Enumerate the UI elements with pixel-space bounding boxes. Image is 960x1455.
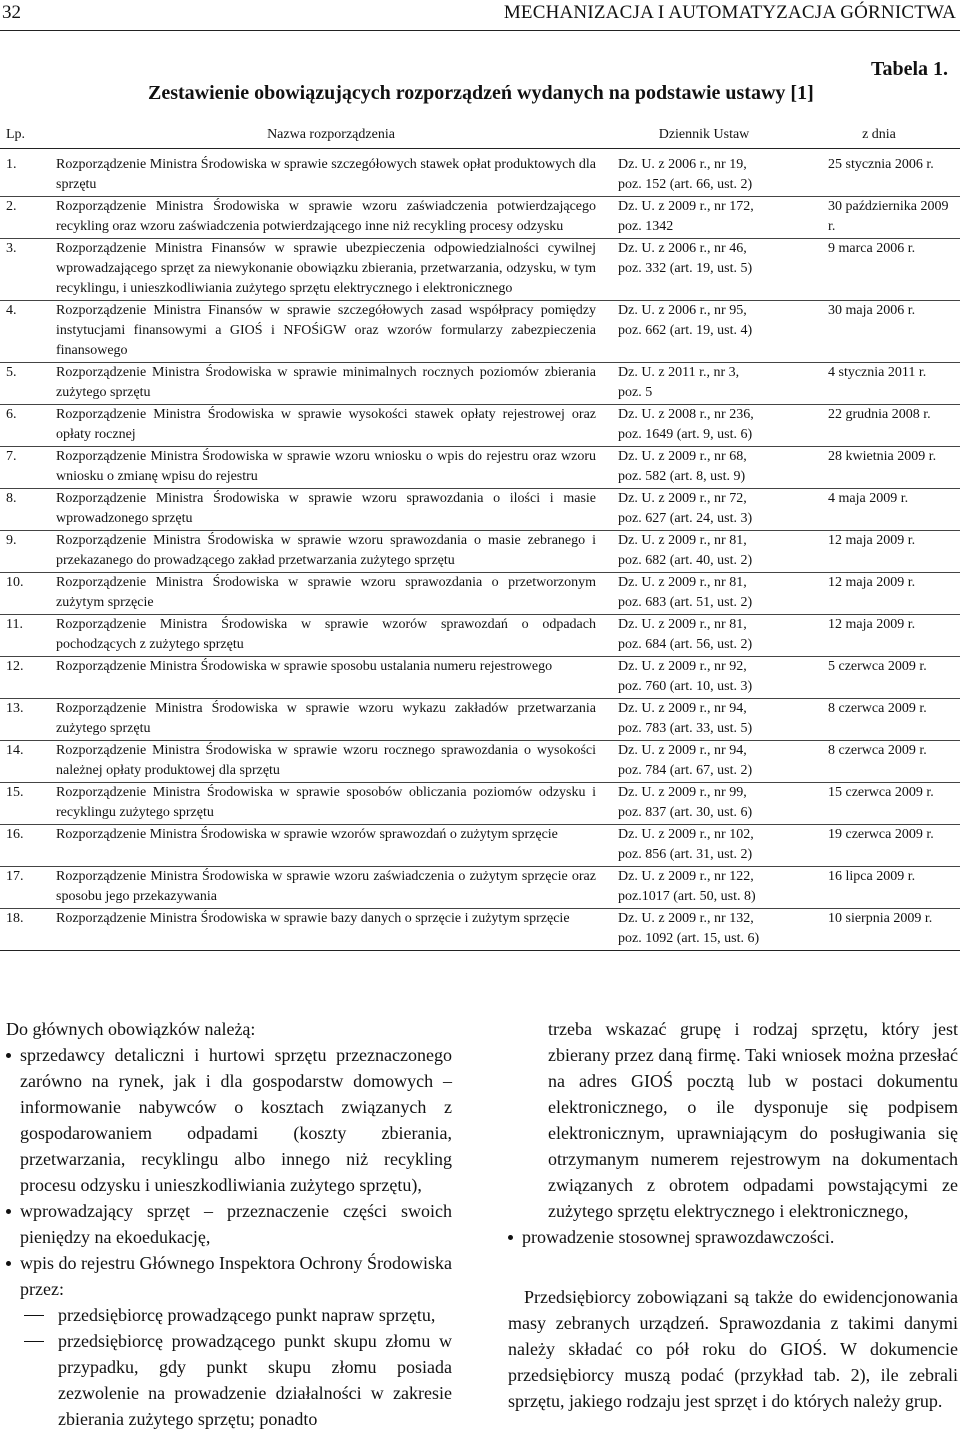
regulation-name: Rozporządzenie Ministra Środowiska w sprawie minimalnych rocznych poziomów zbierania zużytego sprzętu xyxy=(52,363,610,405)
journal-issue: Dz. U. z 2009 r., nr 81, xyxy=(618,617,747,632)
journal-reference xyxy=(610,615,798,657)
row-number: 6. xyxy=(0,405,52,447)
regulation-date: 10 sierpnia 2009 r. xyxy=(798,909,960,951)
header-date: z dnia xyxy=(798,124,960,149)
row-number: 15. xyxy=(0,783,52,825)
journal-issue: Dz. U. z 2009 r., nr 68, xyxy=(618,449,747,464)
row-number: 17. xyxy=(0,867,52,909)
journal-position: poz. 760 (art. 10, ust. 3) xyxy=(618,679,753,694)
journal-reference xyxy=(610,699,798,741)
regulation-date: 15 czerwca 2009 r. xyxy=(798,783,960,825)
journal-position: poz. 1342 xyxy=(618,219,674,234)
duties-list xyxy=(6,1042,452,1302)
table-header-row xyxy=(0,124,960,149)
header-lp: Lp. xyxy=(0,124,52,149)
regulation-name: Rozporządzenie Ministra Środowiska w sprawie bazy danych o sprzęcie i zużytym sprzęcie xyxy=(52,909,610,951)
table-body xyxy=(0,149,960,951)
journal-issue: Dz. U. z 2006 r., nr 95, xyxy=(618,303,747,318)
journal-issue: Dz. U. z 2009 r., nr 172, xyxy=(618,199,754,214)
table-row xyxy=(0,783,960,825)
row-number: 16. xyxy=(0,825,52,867)
journal-reference xyxy=(610,531,798,573)
journal-reference xyxy=(610,783,798,825)
table-row xyxy=(0,615,960,657)
regulation-date: 30 października 2009 r. xyxy=(798,197,960,239)
registry-sublist xyxy=(6,1302,452,1432)
journal-issue: Dz. U. z 2009 r., nr 132, xyxy=(618,911,754,926)
journal-position: poz. 152 (art. 66, ust. 2) xyxy=(618,177,753,192)
journal-reference xyxy=(610,573,798,615)
regulation-name: Rozporządzenie Ministra Środowiska w sprawie wzoru sprawozdania o masie zebranego i przekazanego do prowadzącego zakład przetwarzania zużytego sprzętu xyxy=(52,531,610,573)
row-number: 2. xyxy=(0,197,52,239)
table-caption: Zestawienie obowiązujących rozporządzeń wydanych na podstawie ustawy [1] xyxy=(148,82,814,104)
journal-position: poz.1017 (art. 50, ust. 8) xyxy=(618,889,756,904)
journal-issue: Dz. U. z 2009 r., nr 102, xyxy=(618,827,754,842)
table-row xyxy=(0,867,960,909)
duty-item-registry-text: wpis do rejestru Głównego Inspektora Ochrony Środowiska przez: xyxy=(20,1253,452,1299)
row-number: 11. xyxy=(0,615,52,657)
regulation-date: 12 maja 2009 r. xyxy=(798,573,960,615)
journal-issue: Dz. U. z 2008 r., nr 236, xyxy=(618,407,754,422)
journal-reference xyxy=(610,867,798,909)
journal-issue: Dz. U. z 2009 r., nr 94, xyxy=(618,701,747,716)
regulation-name: Rozporządzenie Ministra Środowiska w sprawie wysokości stawek opłaty rejestrowej oraz opłaty rocznej xyxy=(52,405,610,447)
header-journal: Dziennik Ustaw xyxy=(610,124,798,149)
regulation-date: 22 grudnia 2008 r. xyxy=(798,405,960,447)
regulation-date: 16 lipca 2009 r. xyxy=(798,867,960,909)
journal-position: poz. 783 (art. 33, ust. 5) xyxy=(618,721,753,736)
header-name: Nazwa rozporządzenia xyxy=(52,124,610,149)
duty-item-reporting: prowadzenie stosownej sprawozdawczości. xyxy=(508,1224,958,1250)
journal-issue: Dz. U. z 2009 r., nr 99, xyxy=(618,785,747,800)
regulation-date: 9 marca 2006 r. xyxy=(798,239,960,301)
journal-position: poz. 684 (art. 56, ust. 2) xyxy=(618,637,753,652)
journal-position: poz. 682 (art. 40, ust. 2) xyxy=(618,553,753,568)
regulation-date: 4 stycznia 2011 r. xyxy=(798,363,960,405)
regulation-name: Rozporządzenie Ministra Środowiska w sprawie wzoru wykazu zakładów przetwarzania zużytego sprzętu xyxy=(52,699,610,741)
row-number: 9. xyxy=(0,531,52,573)
regulation-name: Rozporządzenie Ministra Środowiska w sprawie wzorów sprawozdań o zużytym sprzęcie xyxy=(52,825,610,867)
journal-position: poz. 5 xyxy=(618,385,653,400)
row-number: 10. xyxy=(0,573,52,615)
regulation-name: Rozporządzenie Ministra Finansów w sprawie szczegółowych zasad współpracy pomiędzy instytucjami finansowymi a GIOŚ i NFOŚiGW oraz wzorów formularzy zabezpieczenia finansowego xyxy=(52,301,610,363)
table-row xyxy=(0,447,960,489)
journal-position: poz. 683 (art. 51, ust. 2) xyxy=(618,595,753,610)
journal-reference xyxy=(610,657,798,699)
journal-reference xyxy=(610,909,798,951)
journal-issue: Dz. U. z 2009 r., nr 72, xyxy=(618,491,747,506)
table-row xyxy=(0,909,960,951)
table-row xyxy=(0,657,960,699)
journal-position: poz. 837 (art. 30, ust. 6) xyxy=(618,805,753,820)
regulation-date: 4 maja 2009 r. xyxy=(798,489,960,531)
page-number: 32 xyxy=(2,2,21,23)
table-row xyxy=(0,699,960,741)
row-number: 8. xyxy=(0,489,52,531)
duty-item-importers: wprowadzający sprzęt – przeznaczenie części swoich pieniędzy na ekoedukację, xyxy=(6,1198,452,1250)
page-header xyxy=(0,0,960,31)
row-number: 12. xyxy=(0,657,52,699)
journal-reference xyxy=(610,239,798,301)
regulation-date: 30 maja 2006 r. xyxy=(798,301,960,363)
row-number: 14. xyxy=(0,741,52,783)
duty-item-registry xyxy=(6,1250,452,1302)
journal-reference xyxy=(610,825,798,867)
regulation-name: Rozporządzenie Ministra Środowiska w sprawie wzorów sprawozdań o odpadach pochodzących z zużytego sprzętu xyxy=(52,615,610,657)
journal-reference xyxy=(610,301,798,363)
regulation-name: Rozporządzenie Ministra Środowiska w sprawie wzoru sprawozdania o ilości i masie wprowadzonego sprzętu xyxy=(52,489,610,531)
regulation-date: 8 czerwca 2009 r. xyxy=(798,741,960,783)
table-row xyxy=(0,573,960,615)
table-row xyxy=(0,531,960,573)
table-row xyxy=(0,239,960,301)
journal-position: poz. 662 (art. 19, ust. 4) xyxy=(618,323,753,338)
regulation-name: Rozporządzenie Ministra Środowiska w sprawie szczegółowych stawek opłat produktowych dla sprzętu xyxy=(52,149,610,197)
regulation-date: 12 maja 2009 r. xyxy=(798,615,960,657)
journal-issue: Dz. U. z 2009 r., nr 81, xyxy=(618,533,747,548)
table-row xyxy=(0,149,960,197)
journal-issue: Dz. U. z 2009 r., nr 92, xyxy=(618,659,747,674)
regulation-date: 5 czerwca 2009 r. xyxy=(798,657,960,699)
journal-position: poz. 627 (art. 24, ust. 3) xyxy=(618,511,753,526)
row-number: 5. xyxy=(0,363,52,405)
journal-reference xyxy=(610,741,798,783)
journal-position: poz. 582 (art. 8, ust. 9) xyxy=(618,469,746,484)
journal-reference xyxy=(610,489,798,531)
row-number: 13. xyxy=(0,699,52,741)
row-number: 4. xyxy=(0,301,52,363)
registry-subitem-scrap: przedsiębiorcę prowadzącego punkt skupu złomu w przypadku, gdy punkt skupu złomu posiada zezwolenie na prowadzenie działalności w zakresie zbierania zużytego sprzętu; ponadto xyxy=(6,1328,452,1432)
regulation-date: 12 maja 2009 r. xyxy=(798,531,960,573)
text-column-right xyxy=(508,1016,958,1414)
regulation-name: Rozporządzenie Ministra Środowiska w sprawie wzoru zaświadczenia potwierdzającego recykling oraz wzoru zaświadczenia potwierdzającego inne niż recykling procesy odzysku xyxy=(52,197,610,239)
regulation-date: 19 czerwca 2009 r. xyxy=(798,825,960,867)
regulation-name: Rozporządzenie Ministra Środowiska w sprawie wzoru zaświadczenia o zużytym sprzęcie oraz sposobu jego przekazywania xyxy=(52,867,610,909)
duties-intro: Do głównych obowiązków należą: xyxy=(6,1019,256,1039)
journal-reference xyxy=(610,149,798,197)
journal-position: poz. 1092 (art. 15, ust. 6) xyxy=(618,931,760,946)
table-row xyxy=(0,825,960,867)
duty-item-sellers: sprzedawcy detaliczni i hurtowi sprzętu przeznaczonego zarówno na rynek, jak i dla gospodarstw domowych – informowanie nabywców o kosztach związanych z gospodarowaniem odpadami (koszty zbierania, przetwarzania, recyklingu albo innego niż recykling procesu odzysku i unieszkodliwiania zużytego sprzętu), xyxy=(6,1042,452,1198)
journal-issue: Dz. U. z 2006 r., nr 46, xyxy=(618,241,747,256)
journal-issue: Dz. U. z 2006 r., nr 19, xyxy=(618,157,747,172)
journal-issue: Dz. U. z 2009 r., nr 94, xyxy=(618,743,747,758)
table-row xyxy=(0,197,960,239)
journal-position: poz. 856 (art. 31, ust. 2) xyxy=(618,847,753,862)
regulations-table xyxy=(0,124,960,951)
journal-issue: Dz. U. z 2011 r., nr 3, xyxy=(618,365,740,380)
table-row xyxy=(0,489,960,531)
regulation-date: 25 stycznia 2006 r. xyxy=(798,149,960,197)
journal-position: poz. 1649 (art. 9, ust. 6) xyxy=(618,427,753,442)
table-row xyxy=(0,301,960,363)
regulation-name: Rozporządzenie Ministra Środowiska w sprawie wzoru sprawozdania o przetworzonym zużytym sprzęcie xyxy=(52,573,610,615)
row-number: 18. xyxy=(0,909,52,951)
journal-issue: Dz. U. z 2009 r., nr 122, xyxy=(618,869,754,884)
table-row xyxy=(0,363,960,405)
regulation-name: Rozporządzenie Ministra Środowiska w sprawie sposobu ustalania numeru rejestrowego xyxy=(52,657,610,699)
row-number: 1. xyxy=(0,149,52,197)
regulation-name: Rozporządzenie Ministra Finansów w sprawie ubezpieczenia odpowiedzialności cywilnej wprowadzającego sprzęt za niewykonanie obowiązku zbierania, przetwarzania, odzysku, w tym recyklingu, i unieszkodliwiania zużytego sprzętu elektrycznego i elektronicznego xyxy=(52,239,610,301)
regulation-name: Rozporządzenie Ministra Środowiska w sprawie wzoru rocznego sprawozdania o wysokości należnej opłaty produktowej dla sprzętu xyxy=(52,741,610,783)
journal-reference xyxy=(610,447,798,489)
records-paragraph: Przedsiębiorcy zobowiązani są także do ewidencjonowania masy zebranych urządzeń. Sprawozdania z takimi danymi należy składać co pół roku do GIOŚ. W dokumencie przedsiębiorcy muszą podać (przykład tab. 2), ile zebrali sprzętu, jakiego rodzaju jest sprzęt i do których należy grup. xyxy=(508,1287,958,1411)
journal-position: poz. 784 (art. 67, ust. 2) xyxy=(618,763,753,778)
regulation-date: 28 kwietnia 2009 r. xyxy=(798,447,960,489)
journal-reference xyxy=(610,363,798,405)
registry-subitem-repair: przedsiębiorcę prowadzącego punkt napraw sprzętu, xyxy=(6,1302,452,1328)
regulation-name: Rozporządzenie Ministra Środowiska w sprawie wzoru wniosku o wpis do rejestru oraz wzoru wniosku o zmianę wpisu do rejestru xyxy=(52,447,610,489)
journal-issue: Dz. U. z 2009 r., nr 81, xyxy=(618,575,747,590)
journal-title: MECHANIZACJA I AUTOMATYZACJA GÓRNICTWA xyxy=(503,2,956,23)
table-row xyxy=(0,405,960,447)
duties-list-continued xyxy=(508,1224,958,1250)
row-number: 3. xyxy=(0,239,52,301)
table-row xyxy=(0,741,960,783)
regulation-name: Rozporządzenie Ministra Środowiska w sprawie sposobów obliczania poziomów odzysku i recyklingu zużytego sprzętu xyxy=(52,783,610,825)
journal-reference xyxy=(610,405,798,447)
table-label: Tabela 1. xyxy=(870,58,948,80)
journal-reference xyxy=(610,197,798,239)
journal-position: poz. 332 (art. 19, ust. 5) xyxy=(618,261,753,276)
registry-continuation: trzeba wskazać grupę i rodzaj sprzętu, który jest zbierany przez daną firmę. Taki wniosek można przesłać na adres GIOŚ pocztą lub w postaci dokumentu elektronicznego, o ile dysponuje się podpisem elektronicznym, uprawniającym do posługiwania się otrzymanym numerem rejestrowym na dokumentach związanych z obrotem odpadami powstającymi ze zużytego sprzętu elektrycznego i elektronicznego, xyxy=(548,1019,958,1221)
text-column-left xyxy=(6,1016,452,1432)
row-number: 7. xyxy=(0,447,52,489)
regulation-date: 8 czerwca 2009 r. xyxy=(798,699,960,741)
